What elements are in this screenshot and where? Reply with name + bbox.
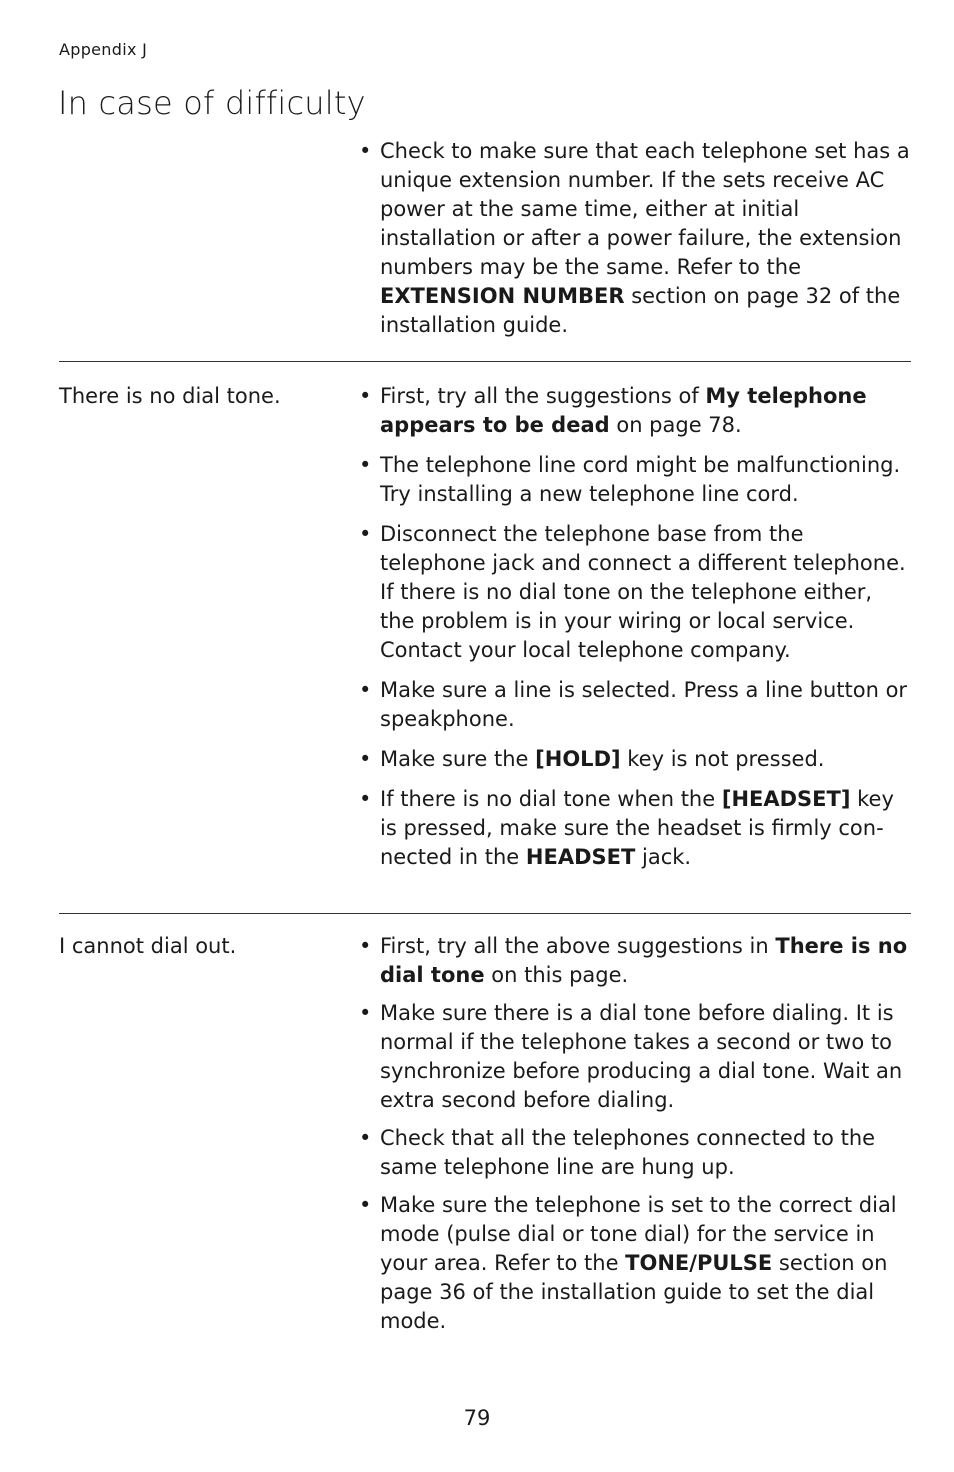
text-run: on this page.: [484, 963, 629, 987]
bold-term: TONE/PULSE: [625, 1251, 773, 1275]
solution-item: [359, 1191, 911, 1336]
text-run: Check that all the telephones connected to the same telephone line are hung up.: [380, 1126, 876, 1179]
solution-list: [359, 382, 911, 872]
text-run: key is pressed, make sure the headset is firmly con-nected in the: [380, 787, 894, 869]
solution-item: [359, 785, 911, 872]
solution-list: [359, 137, 911, 340]
text-run: Disconnect the telephone base from the telephone jack and connect a different telephone. If there is no dial tone on the telephone either, the problem is in your wiring or local service. Contact your local telephone company.: [380, 522, 906, 662]
text-run: Make sure a line is selected. Press a line button or speakphone.: [380, 678, 908, 731]
text-run: Make sure there is a dial tone before dialing. It is normal if the telephone takes a second or two to synchronize before producing a dial tone. Wait an extra second before dialing.: [380, 1001, 903, 1112]
section-divider: [59, 361, 911, 362]
bold-term: EXTENSION NUMBER: [380, 284, 625, 308]
text-run: First, try all the suggestions of: [380, 384, 706, 408]
solution-item: [359, 382, 911, 440]
text-run: key is not pressed.: [620, 747, 825, 771]
solution-list: [359, 932, 911, 1336]
page-title: In case of difficulty: [58, 84, 366, 122]
page-number: 79: [463, 1406, 491, 1430]
solution-item: [359, 520, 911, 665]
text-run: section on page 36 of the installation guide to set the dial mode.: [380, 1251, 888, 1333]
solution-item: [359, 745, 911, 774]
text-run: Make sure the telephone is set to the correct dial mode (pulse dial or tone dial) for the service in your area. Refer to the: [380, 1193, 897, 1275]
bold-term: My telephone appears to be dead: [380, 384, 867, 437]
text-run: Check to make sure that each telephone set has a unique extension number. If the sets receive AC power at the same time, either at initial installation or after a power failure, the extension numbers may be the same. Refer to the: [380, 139, 910, 279]
text-run: jack.: [635, 845, 692, 869]
solution-item: [359, 1124, 911, 1182]
solution-item: [359, 999, 911, 1115]
solution-item: [359, 676, 911, 734]
text-run: First, try all the above suggestions in: [380, 934, 776, 958]
section-divider: [59, 913, 911, 914]
solution-item: [359, 137, 911, 340]
text-run: The telephone line cord might be malfunctioning. Try installing a new telephone line cord.: [380, 453, 901, 506]
text-run: If there is no dial tone when the: [380, 787, 722, 811]
bold-term: HEADSET: [525, 845, 636, 869]
text-run: on page 78.: [609, 413, 742, 437]
bold-term: [HOLD]: [535, 747, 621, 771]
solution-item: [359, 451, 911, 509]
solution-item: [359, 932, 911, 990]
bold-term: [HEADSET]: [721, 787, 851, 811]
appendix-label: Appendix J: [59, 40, 148, 59]
text-run: Make sure the: [380, 747, 536, 771]
problem-label: There is no dial tone.: [59, 384, 281, 408]
problem-label: I cannot dial out.: [59, 934, 237, 958]
text-run: section on page 32 of the installation guide.: [380, 284, 901, 337]
bold-term: There is no dial tone: [380, 934, 908, 987]
